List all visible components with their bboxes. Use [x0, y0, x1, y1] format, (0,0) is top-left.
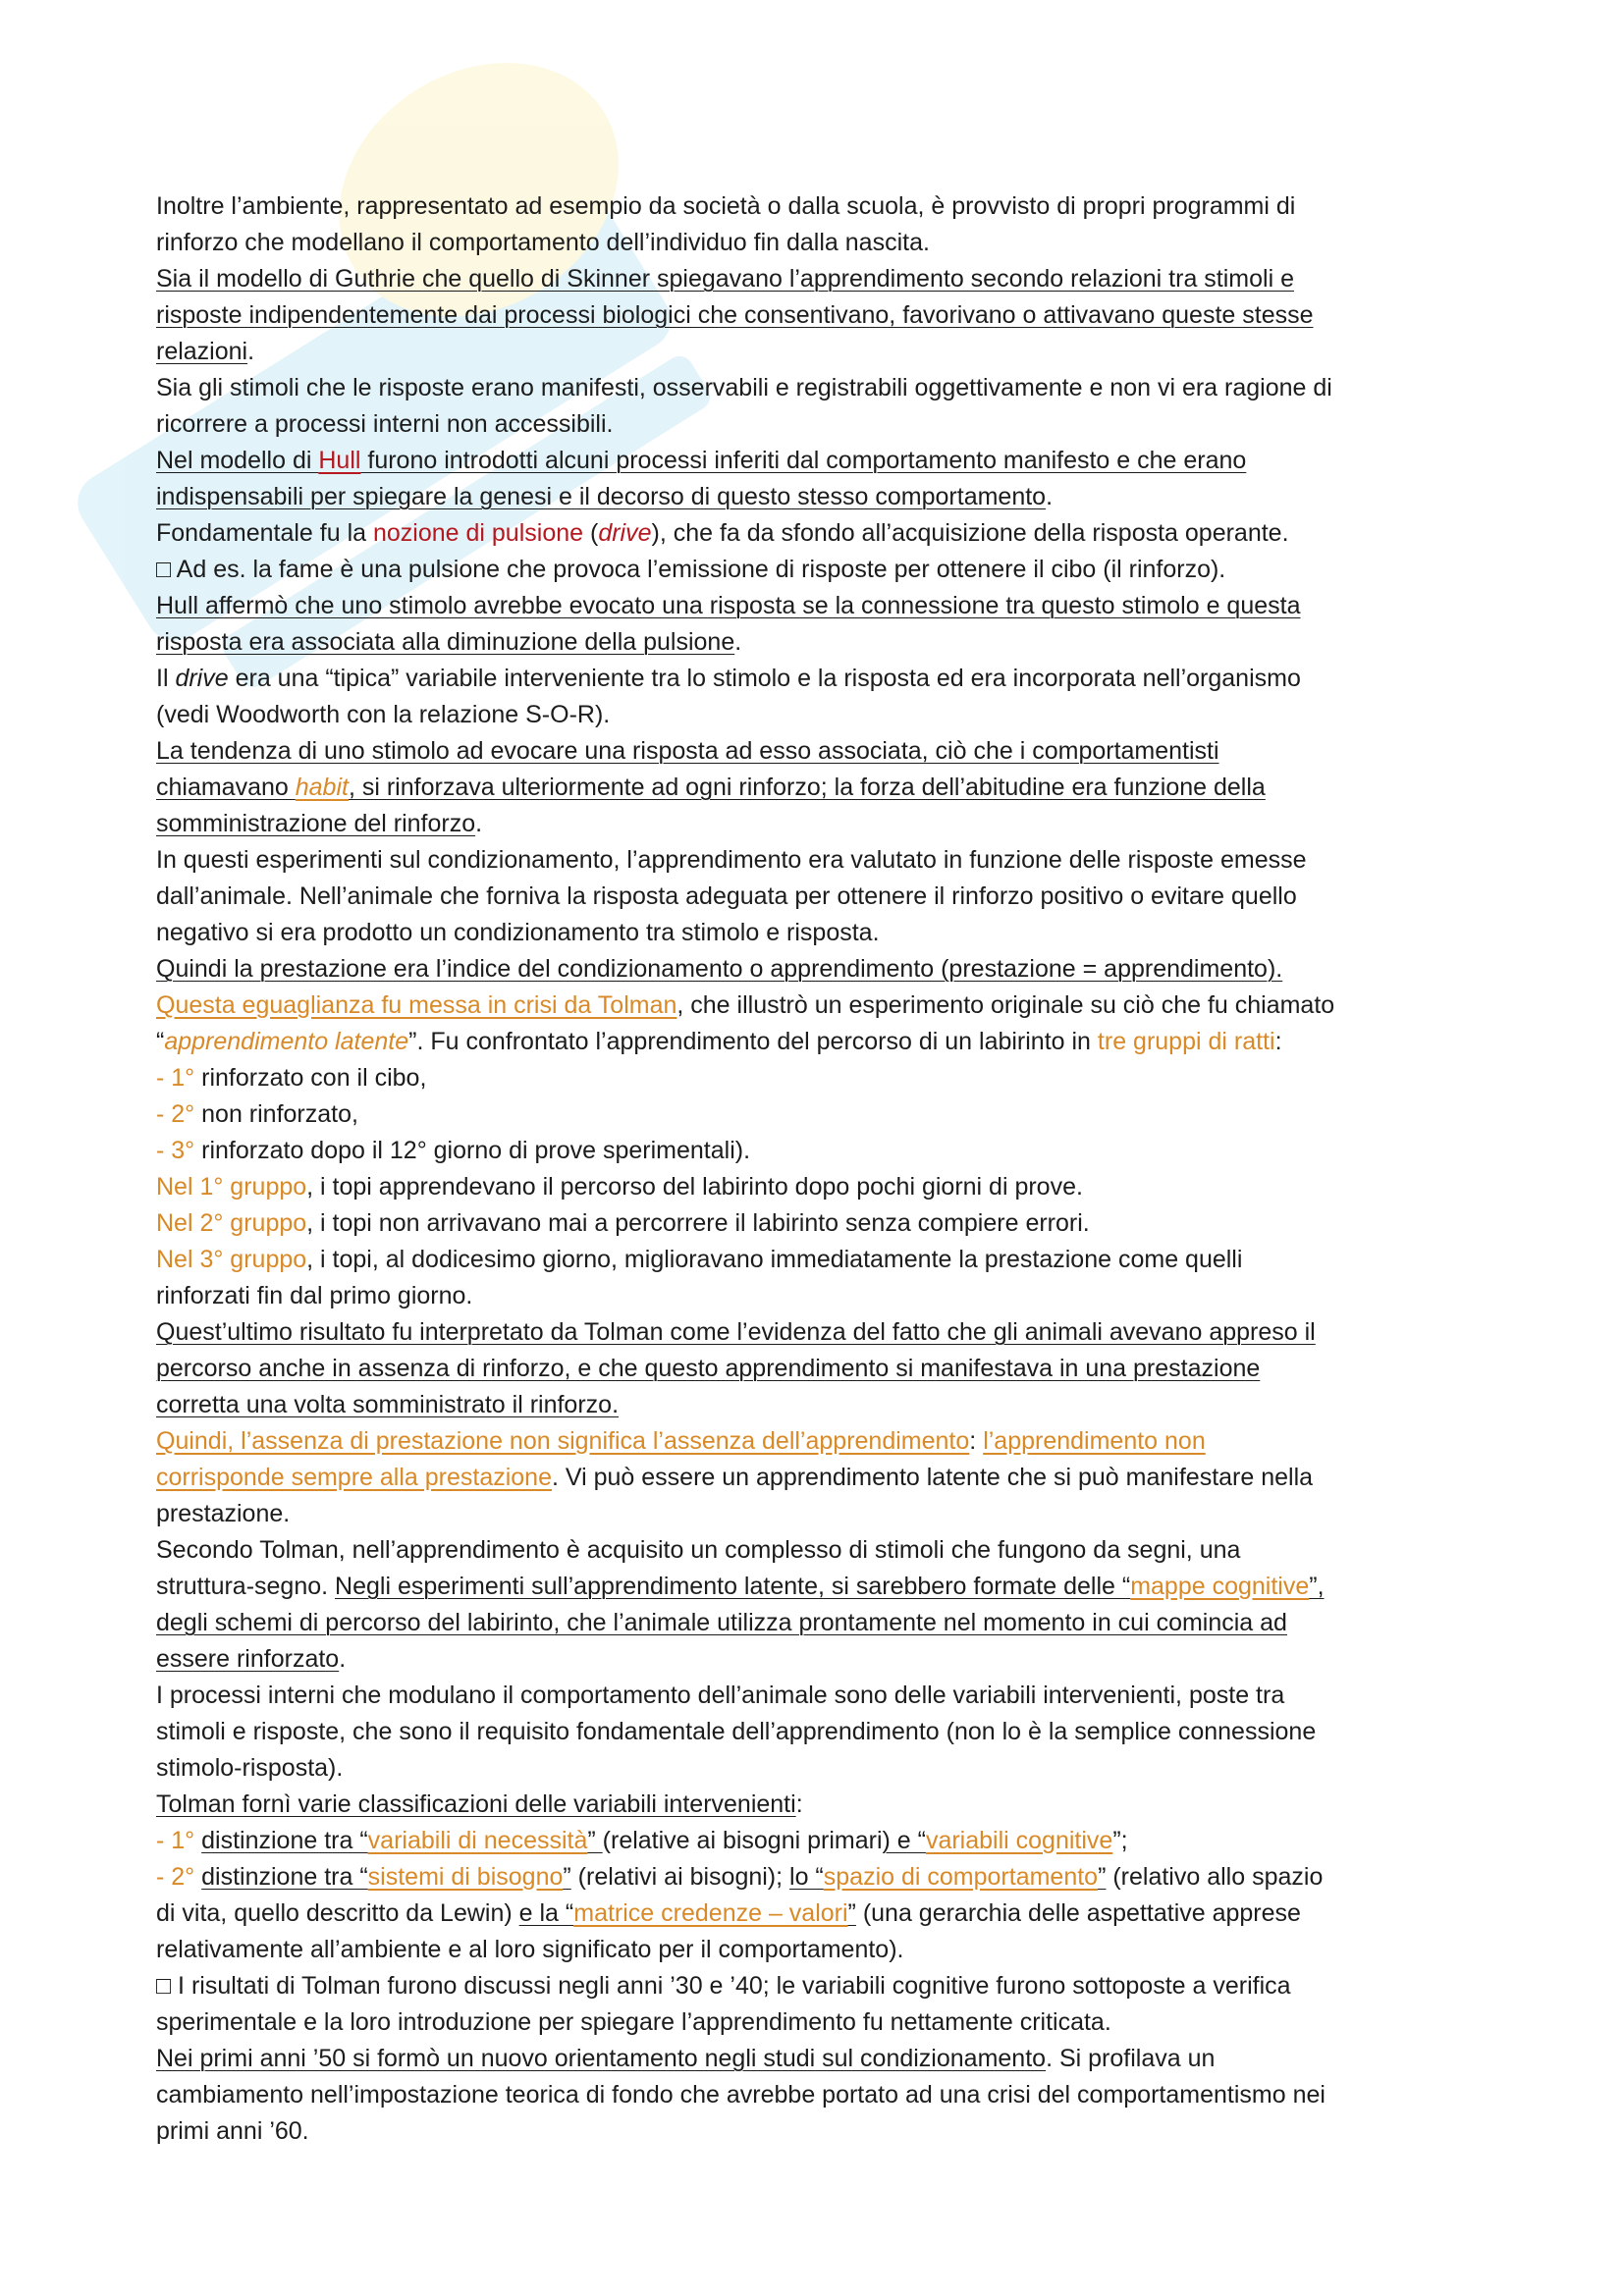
underlined-text: indispensabili per spiegare la genesi e il decorso di questo stesso comportamento	[156, 483, 1047, 510]
text-run: .	[734, 628, 742, 656]
text-line	[156, 443, 1488, 479]
text-line	[156, 1351, 1488, 1387]
text-run: sperimentale e la loro introduzione per spiegare l’apprendimento fu nettamente criticata.	[156, 2008, 1111, 2036]
underlined-text: La tendenza di uno stimolo ad evocare una risposta ad esso associata, ciò che i comportamentisti	[156, 737, 1219, 765]
text-run: dall’animale. Nell’animale che forniva la risposta adeguata per ottenere il rinforzo positivo o evitare quello	[156, 882, 1297, 910]
text-run: struttura-segno.	[156, 1573, 336, 1600]
text-line	[156, 1714, 1488, 1750]
highlight-orange-text: apprendimento latente	[164, 1028, 409, 1055]
text-run: .	[475, 810, 483, 837]
text-line	[156, 1750, 1488, 1787]
text-run: :	[795, 1790, 803, 1818]
text-line	[156, 370, 1488, 406]
text-line	[156, 1859, 1488, 1896]
underlined-text: Sia il modello di Guthrie che quello di Skinner spiegavano l’apprendimento secondo relazioni tra stimoli e	[156, 265, 1294, 293]
text-run: , i topi non arrivavano mai a percorrere il labirinto senza compiere errori.	[306, 1209, 1090, 1237]
text-line	[156, 188, 1488, 225]
text-line	[156, 1387, 1488, 1423]
highlight-orange-text: mappe cognitive	[1130, 1573, 1310, 1600]
underlined-text: essere rinforzato	[156, 1645, 340, 1673]
text-run: , i topi apprendevano il percorso del labirinto dopo pochi giorni di prove.	[306, 1173, 1083, 1201]
text-run: cambiamento nell’impostazione teorica di fondo che avrebbe portato ad una crisi del comportamentismo nei	[156, 2081, 1325, 2109]
text-line	[156, 1569, 1488, 1605]
text-line	[156, 770, 1488, 806]
text-run: (una gerarchia delle aspettative apprese	[855, 1899, 1301, 1927]
text-run: ”;	[1112, 1827, 1128, 1854]
highlight-orange-text: - 1°	[156, 1064, 195, 1092]
text-run: ricorrere a processi interni non accessibili.	[156, 410, 614, 438]
text-line	[156, 334, 1488, 370]
text-run: relativamente all’ambiente e al loro significato per il comportamento).	[156, 1936, 904, 1963]
underlined-text: percorso anche in assenza di rinforzo, e che questo apprendimento si manifestava in una prestazione	[156, 1355, 1261, 1382]
text-line	[156, 1060, 1488, 1096]
highlight-orange-text: variabili cognitive	[925, 1827, 1113, 1854]
text-line	[156, 588, 1488, 624]
highlight-orange-text: Nel 3° gruppo	[156, 1246, 307, 1273]
text-line	[156, 1932, 1488, 1968]
text-line	[156, 1460, 1488, 1496]
text-run: ), che fa da sfondo all’acquisizione della risposta operante.	[651, 519, 1289, 547]
text-line	[156, 1169, 1488, 1205]
underlined-text: ) e “	[882, 1827, 926, 1854]
text-run: Fondamentale fu la	[156, 519, 373, 547]
text-line	[156, 1823, 1488, 1859]
underlined-text: somministrazione del rinforzo	[156, 810, 476, 837]
text-run: I processi interni che modulano il comportamento dell’animale sono delle variabili intervenienti, poste tra	[156, 1682, 1285, 1709]
highlight-orange-text: habit	[295, 774, 349, 801]
text-run: rinforzato con il cibo,	[194, 1064, 427, 1092]
text-line	[156, 1532, 1488, 1569]
text-line	[156, 261, 1488, 297]
underlined-text: distinzione tra “	[201, 1863, 368, 1891]
text-line	[156, 1496, 1488, 1532]
text-line	[156, 1968, 1488, 2004]
text-line	[156, 1133, 1488, 1169]
text-line	[156, 406, 1488, 443]
text-line	[156, 624, 1488, 661]
text-run: rinforzato dopo il 12° giorno di prove sperimentali).	[194, 1137, 751, 1164]
underlined-text: distinzione tra “	[201, 1827, 368, 1854]
text-run: (vedi Woodworth con la relazione S-O-R).	[156, 701, 611, 728]
underlined-text: ”	[1098, 1863, 1107, 1891]
text-run: ”. Fu confrontato l’apprendimento del percorso di un labirinto in	[408, 1028, 1098, 1055]
highlight-orange-text: - 3°	[156, 1137, 195, 1164]
underlined-text: ”,	[1309, 1573, 1325, 1600]
highlight-orange-text: Questa eguaglianza fu messa in crisi da Tolman	[156, 991, 677, 1019]
text-run: rinforzo che modellano il comportamento dell’individuo fin dalla nascita.	[156, 229, 930, 256]
highlight-orange-text: Quindi, l’assenza di prestazione non significa l’assenza dell’apprendimento	[156, 1427, 970, 1455]
text-line	[156, 1641, 1488, 1678]
highlight-orange-text: sistemi di bisogno	[367, 1863, 564, 1891]
text-line	[156, 697, 1488, 733]
text-line	[156, 1242, 1488, 1278]
underlined-text: ”	[847, 1899, 856, 1927]
text-run: .	[247, 338, 255, 365]
underlined-text: lo “	[789, 1863, 824, 1891]
underlined-text: Quindi la prestazione era l’indice del condizionamento o apprendimento (prestazione = apprendimento).	[156, 955, 1283, 983]
text-line	[156, 225, 1488, 261]
text-line	[156, 2113, 1488, 2150]
text-run: . Vi può essere un apprendimento latente che si può manifestare nella	[552, 1464, 1314, 1491]
highlight-orange-text: variabili di necessità	[367, 1827, 588, 1854]
highlight-orange-text: spazio di comportamento	[823, 1863, 1099, 1891]
underlined-text: risposte indipendentemente dai processi biologici che consentivano, favorivano o attivavano queste stesse	[156, 301, 1314, 329]
text-line	[156, 1678, 1488, 1714]
text-line	[156, 879, 1488, 915]
text-line	[156, 1278, 1488, 1314]
highlight-orange-text: Nel 1° gruppo	[156, 1173, 307, 1201]
underlined-text: chiamavano	[156, 774, 296, 801]
highlight-orange-text: corrisponde sempre alla prestazione	[156, 1464, 552, 1491]
text-run: di vita, quello descritto da Lewin)	[156, 1899, 519, 1927]
text-line	[156, 1024, 1488, 1060]
highlight-orange-text: - 1°	[156, 1827, 195, 1854]
text-run: Sia gli stimoli che le risposte erano manifesti, osservabili e registrabili oggettivamente e non vi era ragione di	[156, 374, 1332, 401]
underlined-text: Negli esperimenti sull’apprendimento latente, si sarebbero formate delle “	[335, 1573, 1131, 1600]
text-line	[156, 2041, 1488, 2077]
text-run: era una “tipica” variabile interveniente tra lo stimolo e la risposta ed era incorporata nell’organismo	[228, 665, 1301, 692]
text-run: (relative ai bisogni primari	[602, 1827, 883, 1854]
underlined-text: ”	[587, 1827, 603, 1854]
text-line	[156, 1096, 1488, 1133]
text-run: prestazione.	[156, 1500, 291, 1527]
text-run: □ I risultati di Tolman furono discussi negli anni ’30 e ’40; le variabili cognitive furono sottoposte a verifica	[156, 1972, 1291, 2000]
underlined-text: furono introdotti alcuni processi inferiti dal comportamento manifesto e che erano	[360, 447, 1247, 474]
text-run: Inoltre l’ambiente, rappresentato ad esempio da società o dalla scuola, è provvisto di propri programmi di	[156, 192, 1296, 220]
text-line	[156, 951, 1488, 988]
text-run: rinforzati fin dal primo giorno.	[156, 1282, 473, 1309]
text-line	[156, 297, 1488, 334]
text-line	[156, 733, 1488, 770]
underlined-text: , si rinforzava ulteriormente ad ogni rinforzo; la forza dell’abitudine era funzione della	[348, 774, 1266, 801]
text-line	[156, 479, 1488, 515]
text-line	[156, 1423, 1488, 1460]
text-line	[156, 661, 1488, 697]
text-line	[156, 552, 1488, 588]
text-line	[156, 988, 1488, 1024]
text-line	[156, 515, 1488, 552]
text-run: (relativi ai bisogni);	[570, 1863, 790, 1891]
text-line	[156, 1205, 1488, 1242]
text-run: . Si profilava un	[1046, 2045, 1216, 2072]
highlight-orange-text: tre gruppi di ratti	[1097, 1028, 1275, 1055]
underlined-text: Tolman fornì varie classificazioni delle variabili intervenienti	[156, 1790, 796, 1818]
underlined-text: e la “	[518, 1899, 574, 1927]
text-run: :	[1274, 1028, 1282, 1055]
text-run: (	[583, 519, 599, 547]
highlight-red-text: drive	[598, 519, 652, 547]
text-run: “	[156, 1028, 165, 1055]
text-line	[156, 915, 1488, 951]
document-body	[156, 188, 1488, 2150]
text-run: .	[1046, 483, 1054, 510]
text-run: .	[339, 1645, 347, 1673]
highlight-orange-text: - 2°	[156, 1100, 195, 1128]
text-line	[156, 1314, 1488, 1351]
underlined-text: risposta era associata alla diminuzione della pulsione	[156, 628, 735, 656]
text-run: □ Ad es. la fame è una pulsione che provoca l’emissione di risposte per ottenere il cibo (il rinforzo).	[156, 556, 1226, 583]
highlight-red-text: nozione di pulsione	[372, 519, 584, 547]
highlight-red-text: Hull	[318, 447, 361, 474]
underlined-text: relazioni	[156, 338, 248, 365]
text-line	[156, 1787, 1488, 1823]
underlined-text: degli schemi di percorso del labirinto, che l’animale utilizza prontamente nel momento in cui comincia ad	[156, 1609, 1287, 1636]
underlined-text: corretta una volta somministrato il rinforzo.	[156, 1391, 620, 1418]
text-run: In questi esperimenti sul condizionamento, l’apprendimento era valutato in funzione delle risposte emesse	[156, 846, 1307, 874]
text-line	[156, 2077, 1488, 2113]
text-line	[156, 2004, 1488, 2041]
text-run: (relativo allo spazio	[1106, 1863, 1324, 1891]
highlight-orange-text: matrice credenze – valori	[573, 1899, 848, 1927]
text-line	[156, 1896, 1488, 1932]
text-run: non rinforzato,	[194, 1100, 358, 1128]
text-run: :	[969, 1427, 984, 1455]
text-run: , che illustrò un esperimento originale su ciò che fu chiamato	[676, 991, 1335, 1019]
text-run: stimoli e risposte, che sono il requisito fondamentale dell’apprendimento (non lo è la semplice connessione	[156, 1718, 1317, 1745]
text-run: negativo si era prodotto un condizionamento tra stimolo e risposta.	[156, 919, 880, 946]
underlined-text: ”	[563, 1863, 571, 1891]
text-run: , i topi, al dodicesimo giorno, miglioravano immediatamente la prestazione come quelli	[306, 1246, 1243, 1273]
text-run: primi anni ’60.	[156, 2117, 309, 2145]
underlined-text: Nel modello di	[156, 447, 319, 474]
highlight-orange-text: Nel 2° gruppo	[156, 1209, 307, 1237]
underlined-text: Quest’ultimo risultato fu interpretato da Tolman come l’evidenza del fatto che gli animali avevano appreso il	[156, 1318, 1316, 1346]
text-line	[156, 806, 1488, 842]
highlight-orange-text: l’apprendimento non	[983, 1427, 1206, 1455]
text-run: Il	[156, 665, 176, 692]
text-run: drive	[175, 665, 229, 692]
text-run: stimolo-risposta).	[156, 1754, 344, 1782]
underlined-text: Hull affermò che uno stimolo avrebbe evocato una risposta se la connessione tra questo stimolo e questa	[156, 592, 1301, 619]
highlight-orange-text: - 2°	[156, 1863, 195, 1891]
text-line	[156, 1605, 1488, 1641]
text-run: Secondo Tolman, nell’apprendimento è acquisito un complesso di stimoli che fungono da segni, una	[156, 1536, 1241, 1564]
underlined-text: Nei primi anni ’50 si formò un nuovo orientamento negli studi sul condizionamento	[156, 2045, 1047, 2072]
text-line	[156, 842, 1488, 879]
